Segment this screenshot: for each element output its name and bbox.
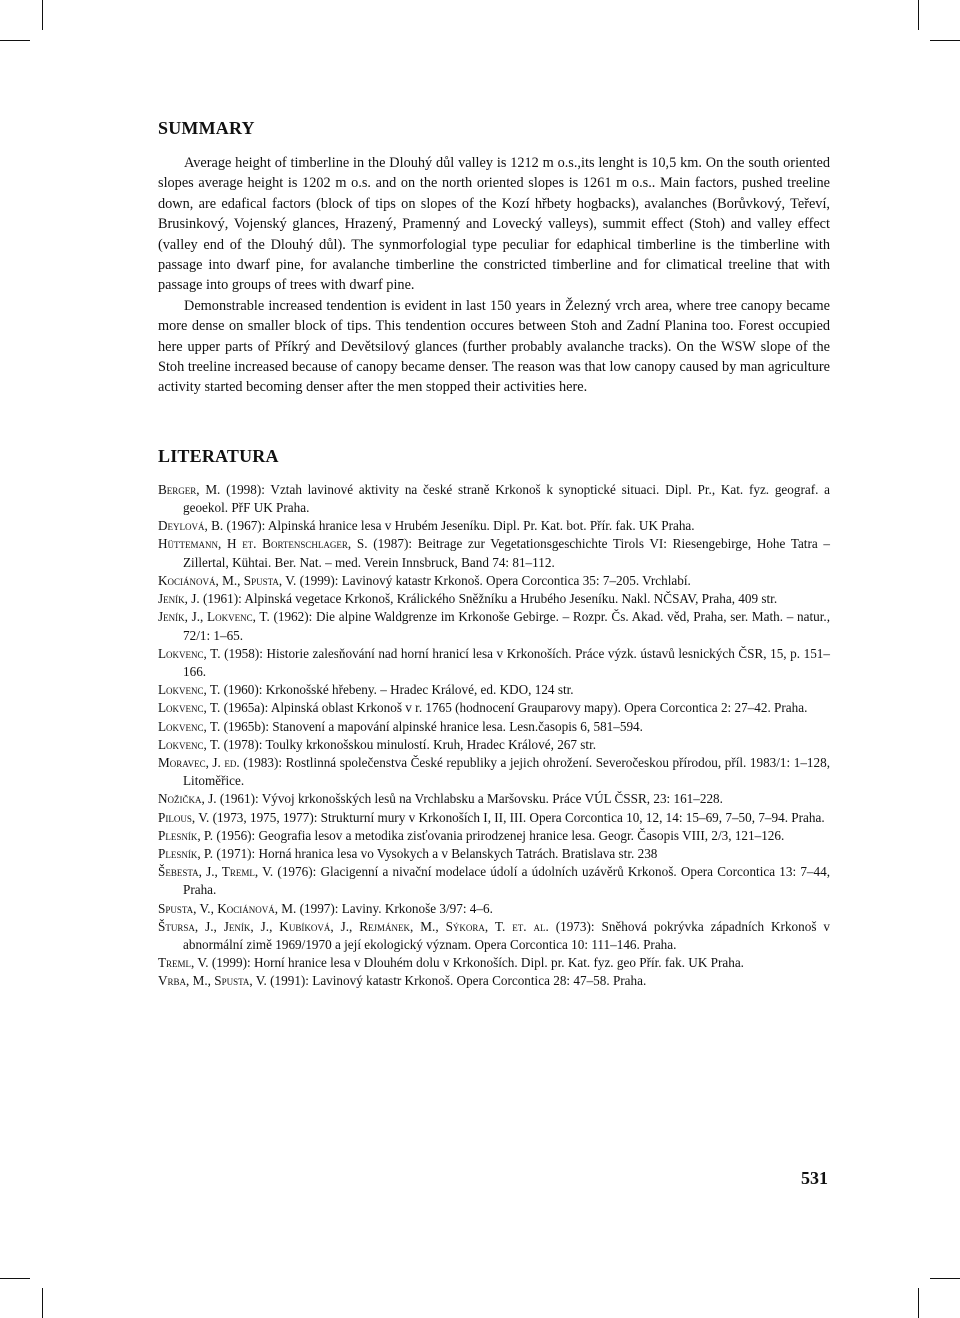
- reference-author: Lokvenc, T.: [158, 700, 221, 716]
- reference-entry: [158, 699, 830, 717]
- reference-text: (1983): Rostlinná společenstva České republiky a jejich ohrožení. Severočeskou přírodou, příl. 1983/1: 1–128, Litoměřice.: [183, 754, 830, 789]
- reference-text: (1961): Vývoj krkonošských lesů na Vrchlabsku a Maršovsku. Práce VÚL ČSSR, 23: 161–228.: [216, 791, 723, 807]
- reference-text: (1999): Horní hranice lesa v Dlouhém dolu v Krkonoších. Dipl. pr. Kat. fyz. geo Přír. fak. UK Praha.: [208, 955, 744, 971]
- crop-mark: [0, 40, 30, 41]
- reference-text: (1960): Krkonošské hřebeny. – Hradec Králové, ed. KDO, 124 str.: [220, 682, 574, 698]
- reference-author: Treml, V.: [158, 955, 209, 971]
- reference-entry: [158, 535, 830, 571]
- reference-list: [158, 481, 830, 991]
- reference-entry: [158, 827, 830, 845]
- reference-entry: [158, 845, 830, 863]
- reference-author: Štursa, J., Jeník, J., Kubíková, J., Rejmánek, M., Sýkora, T. et. al.: [158, 918, 549, 934]
- reference-entry: [158, 918, 830, 954]
- reference-text: (1991): Lavinový katastr Krkonoš. Opera Corcontica 28: 47–58. Praha.: [266, 973, 647, 989]
- reference-author: Lokvenc, T.: [158, 736, 221, 752]
- reference-text: (1971): Horná hranica lesa vo Vysokych a v Belanskych Tatrách. Bratislava str. 238: [213, 845, 658, 861]
- reference-author: Lokvenc, T.: [158, 718, 221, 734]
- summary-paragraph: Average height of timberline in the Dlouhý důl valley is 1212 m o.s.,its lenght is 10,5 km. On the south oriented slopes average height is 1202 m o.s. and on the north oriented slopes is 1261 m o.s.. Main factors, pushed treeline down, are edafical factors (block of tips on slopes of the Kozí hřbety hogbacks), avalanches (Borůvkový, Teřeví, Brusinkový, Vojenský glances, Hrazený, Pramenný and Lovecký valleys), summit effect (Stoh) and valley effect (valley end of the Dlouhý důl). The synmorfologial type peculiar for edaphical timberline is the timberline with passage into dwarf pine, for avalanche timberline the constricted timberline and for climatical treeline that with passage into groups of trees with dwarf pine.: [158, 155, 830, 294]
- reference-author: Lokvenc, T.: [158, 682, 221, 698]
- summary-body: [158, 153, 830, 398]
- crop-mark: [42, 1288, 43, 1318]
- reference-author: Hüttemann, H et. Bortenschlager, S.: [158, 536, 368, 552]
- reference-author: Jeník, J., Lokvenc, T.: [158, 609, 270, 625]
- reference-text: (1965a): Alpinská oblast Krkonoš v r. 1765 (hodnocení Grauparovy mapy). Opera Corcontica 2: 27–42. Praha.: [220, 700, 808, 716]
- reference-text: (1976): Glacigenní a nivační modelace údolí a údolních uzávěrů Krkonoš. Opera Corcontica 13: 7–44, Praha.: [183, 864, 831, 898]
- reference-text: (1973, 1975, 1977): Strukturní mury v Krkonoších I, II, III. Opera Corcontica 10, 12, 14: 15–69, 7–50, 7–94. Praha.: [209, 809, 825, 825]
- reference-author: Kociánová, M., Spusta, V.: [158, 572, 297, 588]
- reference-entry: [158, 481, 830, 517]
- reference-text: (1958): Historie zalesňování nad horní hranicí lesa v Krkonoších. Práce výzk. ústavů lesnických ČSR, 15, p. 151–166.: [183, 645, 830, 679]
- reference-author: Jeník, J.: [158, 591, 200, 607]
- reference-author: Moravec, J. ed.: [158, 754, 240, 770]
- reference-entry: [158, 972, 830, 990]
- reference-text: (1956): Geografia lesov a metodika zisťovania prirodzenej hranice lesa. Geogr. Časopis VIII, 2/3, 121–126.: [213, 827, 785, 843]
- summary-paragraph: Demonstrable increased tendention is evident in last 150 years in Železný vrch area, where tree canopy became more dense on smaller block of tips. This tendention occures between Stoh and Zadní Planina too. Forest occupied here upper parts of Příkrý and Devětsilový glances (further probably avalanche tracks). On the WSW slope of the Stoh treeline increased because of canopy became denser. The reason was that low canopy caused by man agriculture activity started becoming denser after the men stopped their activities here.: [158, 297, 830, 396]
- page-content: [158, 118, 830, 991]
- literatura-heading: LITERATURA: [158, 445, 279, 466]
- reference-author: Lokvenc, T.: [158, 645, 221, 661]
- reference-text: (1997): Laviny. Krkonoše 3/97: 4–6.: [296, 900, 493, 916]
- reference-entry: [158, 645, 830, 681]
- crop-mark: [918, 1288, 919, 1318]
- crop-mark: [0, 1278, 30, 1279]
- reference-entry: [158, 517, 830, 535]
- reference-entry: [158, 718, 830, 736]
- page-number: 531: [801, 1168, 828, 1188]
- reference-entry: [158, 590, 830, 608]
- reference-author: Plesník, P.: [158, 827, 214, 843]
- summary-heading: SUMMARY: [158, 118, 255, 138]
- reference-text: (1999): Lavinový katastr Krkonoš. Opera Corcontica 35: 7–205. Vrchlabí.: [296, 572, 691, 588]
- reference-text: (1978): Toulky krkonošskou minulostí. Kruh, Hradec Králové, 267 str.: [220, 736, 597, 752]
- reference-author: Šebesta, J., Treml, V.: [158, 864, 274, 880]
- reference-text: (1973): Sněhová pokrývka západních Krkonoš v abnormální zimě 1969/1970 a její ekologický význam. Opera Corcontica 10: 111–146. Praha.: [183, 918, 830, 952]
- reference-entry: [158, 608, 830, 644]
- reference-entry: [158, 863, 830, 899]
- reference-entry: [158, 954, 830, 972]
- reference-author: Berger, M.: [158, 481, 221, 497]
- reference-text: (1962): Die alpine Waldgrenze im Krkonoše Gebirge. – Rozpr. Čs. Akad. věd, Praha, ser. Math. – natur., 72/1: 1–65.: [183, 609, 830, 643]
- reference-text: (1967): Alpinská hranice lesa v Hrubém Jeseníku. Dipl. Pr. Kat. bot. Přír. fak. UK Praha.: [223, 518, 695, 534]
- reference-author: Deylová, B.: [158, 518, 224, 534]
- reference-author: Spusta, V., Kociánová, M.: [158, 900, 297, 916]
- crop-mark: [918, 0, 919, 30]
- reference-author: Nožička, J.: [158, 791, 217, 807]
- reference-entry: [158, 809, 830, 827]
- reference-entry: [158, 572, 830, 590]
- reference-author: Pilous, V.: [158, 809, 210, 825]
- reference-author: Plesník, P.: [158, 845, 214, 861]
- reference-text: (1987): Beitrage zur Vegetationsgeschichte Tirols VI: Riesengebirge, Hohe Tatra – Zillertal, Kühtai. Ber. Nat. – med. Verein Innsbruck, Band 74: 81–112.: [183, 536, 830, 570]
- crop-mark: [42, 0, 43, 30]
- reference-entry: [158, 681, 830, 699]
- reference-entry: [158, 790, 830, 808]
- reference-text: (1961): Alpinská vegetace Krkonoš, Králického Sněžníku a Hrubého Jeseníku. Nakl. NČSAV, Praha, 409 str.: [199, 591, 778, 607]
- reference-author: Vrba, M., Spusta, V.: [158, 973, 267, 989]
- reference-entry: [158, 754, 830, 790]
- reference-text: (1998): Vztah lavinové aktivity na české straně Krkonoš k synoptické situaci. Dipl. Pr., Kat. fyz. geograf. a geoekol. PřF UK Praha.: [183, 481, 830, 516]
- reference-entry: [158, 900, 830, 918]
- crop-mark: [930, 1278, 960, 1279]
- reference-entry: [158, 736, 830, 754]
- crop-mark: [930, 40, 960, 41]
- reference-text: (1965b): Stanovení a mapování alpinské hranice lesa. Lesn.časopis 6, 581–594.: [220, 718, 643, 734]
